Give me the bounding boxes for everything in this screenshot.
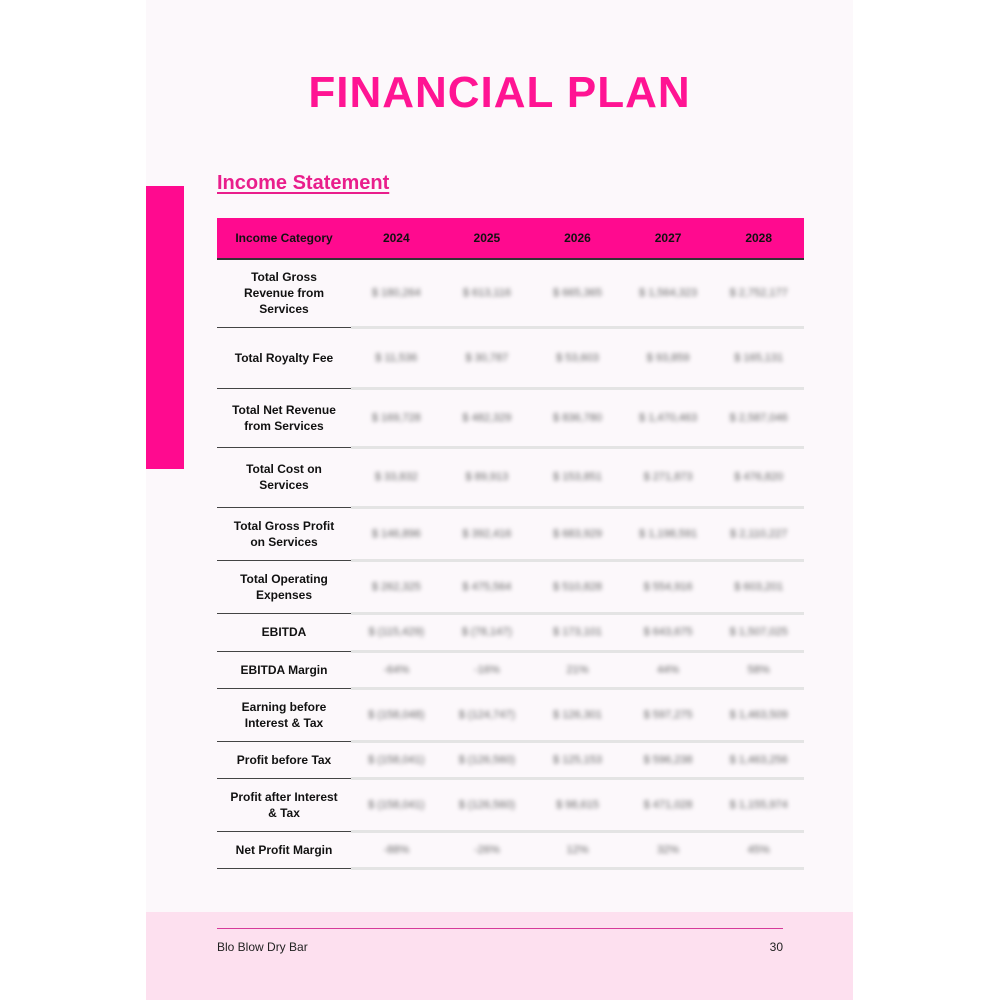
row-value-text: $ 89,913 <box>465 471 509 483</box>
row-value-text: $ 471,028 <box>643 798 693 811</box>
row-value-cell <box>532 613 623 651</box>
row-value-text: $ 271,873 <box>643 471 693 483</box>
table-row <box>217 613 804 651</box>
row-value-text: $ 1,155,974 <box>729 798 788 811</box>
row-value-text: $ (158,041) <box>368 753 425 766</box>
footer-divider <box>217 928 783 929</box>
row-value-cell <box>351 560 442 613</box>
row-value-cell <box>351 778 442 831</box>
row-value-cell <box>532 831 623 868</box>
row-value-cell <box>713 741 804 778</box>
row-value-text: $ 475,564 <box>462 580 512 593</box>
row-value-text: $ 1,507,025 <box>729 626 788 638</box>
row-value-text: $ 165,131 <box>734 351 784 364</box>
row-value-cell <box>623 447 714 507</box>
row-value-cell <box>442 613 533 651</box>
row-value-cell <box>442 688 533 741</box>
row-value-text: $ 613,116 <box>462 286 511 299</box>
table-row <box>217 688 804 741</box>
row-category-label: Total Royalty Fee <box>217 327 351 388</box>
row-value-text: $ (124,747) <box>458 708 516 721</box>
row-value-cell <box>442 507 533 560</box>
row-category-label: Total Net Revenue from Services <box>217 388 351 447</box>
row-category-label: EBITDA Margin <box>217 651 351 688</box>
row-value-text: $ 30,787 <box>465 351 509 364</box>
row-value-text: 58% <box>747 663 770 676</box>
row-value-cell <box>623 688 714 741</box>
row-category-label: Net Profit Margin <box>217 831 351 868</box>
table-row <box>217 741 804 778</box>
row-value-text: $ 1,564,323 <box>639 286 698 299</box>
row-value-text: 12% <box>566 843 589 856</box>
header-cell: 2028 <box>713 218 804 259</box>
row-value-cell <box>623 388 714 447</box>
row-value-text: $ (115,429) <box>368 626 425 638</box>
row-value-text: $ 33,832 <box>374 471 418 483</box>
row-value-cell <box>532 388 623 447</box>
row-value-text: $ 93,859 <box>646 351 690 364</box>
section-title: Income Statement <box>217 172 390 194</box>
row-value-text: -26% <box>474 843 500 856</box>
row-value-cell <box>442 327 533 388</box>
row-value-cell <box>351 259 442 327</box>
row-value-text: $ 1,463,256 <box>729 753 788 766</box>
row-value-cell <box>532 507 623 560</box>
row-value-text: 45% <box>747 843 770 856</box>
table-header-row <box>217 218 804 259</box>
row-category-label: Total Gross Profit on Services <box>217 507 351 560</box>
row-value-cell <box>713 831 804 868</box>
table-row <box>217 831 804 868</box>
row-value-cell <box>442 388 533 447</box>
row-value-cell <box>351 831 442 868</box>
row-value-cell <box>623 741 714 778</box>
row-category-label: Total Gross Revenue from Services <box>217 259 351 327</box>
row-value-cell <box>442 778 533 831</box>
row-value-cell <box>623 560 714 613</box>
row-value-cell <box>713 613 804 651</box>
row-value-cell <box>351 688 442 741</box>
row-value-text: $ 596,238 <box>643 753 693 766</box>
row-value-text: $ 1,470,463 <box>639 411 698 424</box>
row-value-text: $ 2,110,227 <box>730 527 788 540</box>
header-cell: 2027 <box>623 218 714 259</box>
row-value-cell <box>623 651 714 688</box>
row-value-cell <box>623 259 714 327</box>
row-value-cell <box>442 447 533 507</box>
row-value-text: $ (126,560) <box>458 753 516 766</box>
row-category-label: Total Cost on Services <box>217 447 351 507</box>
row-value-cell <box>351 613 442 651</box>
row-value-cell <box>442 831 533 868</box>
table-row <box>217 259 804 327</box>
row-value-text: $ 126,301 <box>553 708 602 721</box>
row-value-cell <box>532 327 623 388</box>
row-value-cell <box>713 447 804 507</box>
row-value-text: $ 146,896 <box>371 527 421 540</box>
row-value-cell <box>713 688 804 741</box>
row-value-cell <box>351 327 442 388</box>
row-value-text: $ 180,264 <box>371 286 421 299</box>
row-value-text: $ 169,728 <box>371 411 421 424</box>
footer-brand: Blo Blow Dry Bar <box>217 940 308 954</box>
row-value-text: $ 125,153 <box>553 753 602 766</box>
row-value-cell <box>351 651 442 688</box>
row-value-text: $ 2,752,177 <box>729 286 788 299</box>
row-value-text: $ (158,041) <box>368 798 425 811</box>
row-value-text: $ 262,325 <box>371 580 421 593</box>
row-value-cell <box>713 507 804 560</box>
row-value-cell <box>351 507 442 560</box>
row-category-label: Profit after Interest & Tax <box>217 778 351 831</box>
row-value-cell <box>623 778 714 831</box>
row-value-cell <box>442 651 533 688</box>
table-row <box>217 388 804 447</box>
row-value-cell <box>713 651 804 688</box>
income-statement-table-wrap <box>217 218 804 870</box>
header-cell: Income Category <box>217 218 351 259</box>
row-value-text: $ 153,851 <box>553 471 602 483</box>
side-accent-bar <box>146 186 184 469</box>
row-value-cell <box>623 831 714 868</box>
row-value-text: $ (158,048) <box>368 708 425 721</box>
row-value-cell <box>713 778 804 831</box>
income-statement-table <box>217 218 804 870</box>
row-category-label: Profit before Tax <box>217 741 351 778</box>
row-value-text: $ 665,365 <box>553 286 602 299</box>
row-value-cell <box>532 741 623 778</box>
page-number: 30 <box>769 940 783 954</box>
row-value-cell <box>623 327 714 388</box>
row-value-text: $ 510,828 <box>553 580 602 593</box>
row-value-cell <box>442 560 533 613</box>
row-value-text: $ 2,587,046 <box>729 411 788 424</box>
row-value-text: $ 11,536 <box>375 351 418 364</box>
row-value-text: $ 643,675 <box>643 626 693 638</box>
row-category-label: EBITDA <box>217 613 351 651</box>
row-value-text: $ 683,929 <box>553 527 602 540</box>
row-category-label: Earning before Interest & Tax <box>217 688 351 741</box>
row-value-text: $ 173,101 <box>553 626 602 638</box>
row-value-text: $ 392,416 <box>462 527 512 540</box>
row-value-cell <box>351 447 442 507</box>
table-row <box>217 560 804 613</box>
table-row <box>217 447 804 507</box>
row-value-cell <box>442 741 533 778</box>
row-value-text: $ 1,463,509 <box>729 708 788 721</box>
row-value-cell <box>713 560 804 613</box>
row-value-text: $ 476,820 <box>734 471 784 483</box>
row-value-text: $ 836,780 <box>553 411 602 424</box>
row-value-cell <box>532 259 623 327</box>
row-value-text: $ 603,201 <box>734 580 784 593</box>
row-value-cell <box>532 560 623 613</box>
row-value-text: 44% <box>657 663 680 676</box>
row-value-cell <box>351 741 442 778</box>
row-value-cell <box>623 507 714 560</box>
header-cell: 2026 <box>532 218 623 259</box>
row-value-text: $ 554,916 <box>643 580 693 593</box>
row-value-cell <box>351 388 442 447</box>
table-row <box>217 651 804 688</box>
footer <box>146 912 853 1000</box>
row-value-text: -88% <box>383 843 410 856</box>
table-row <box>217 507 804 560</box>
row-value-text: 32% <box>657 843 680 856</box>
table-row <box>217 327 804 388</box>
row-value-text: $ (78,147) <box>461 626 512 638</box>
page-title: FINANCIAL PLAN <box>308 68 691 117</box>
row-value-text: $ 53,603 <box>556 351 599 364</box>
row-value-text: $ 98,615 <box>556 798 599 811</box>
row-value-cell <box>532 688 623 741</box>
row-value-text: $ 1,198,591 <box>639 527 698 540</box>
row-value-text: $ (126,560) <box>458 798 516 811</box>
row-value-cell <box>623 613 714 651</box>
table-row <box>217 778 804 831</box>
row-value-text: $ 482,329 <box>462 411 512 424</box>
header-cell: 2024 <box>351 218 442 259</box>
row-value-cell <box>713 259 804 327</box>
row-value-text: 21% <box>566 663 589 676</box>
row-value-cell <box>532 778 623 831</box>
row-value-cell <box>442 259 533 327</box>
row-value-text: -64% <box>383 663 410 676</box>
header-cell: 2025 <box>442 218 533 259</box>
row-value-text: $ 597,275 <box>643 708 693 721</box>
row-value-cell <box>532 447 623 507</box>
row-value-cell <box>713 388 804 447</box>
row-value-text: -16% <box>474 663 500 676</box>
row-value-cell <box>532 651 623 688</box>
row-category-label: Total Operating Expenses <box>217 560 351 613</box>
row-value-cell <box>713 327 804 388</box>
